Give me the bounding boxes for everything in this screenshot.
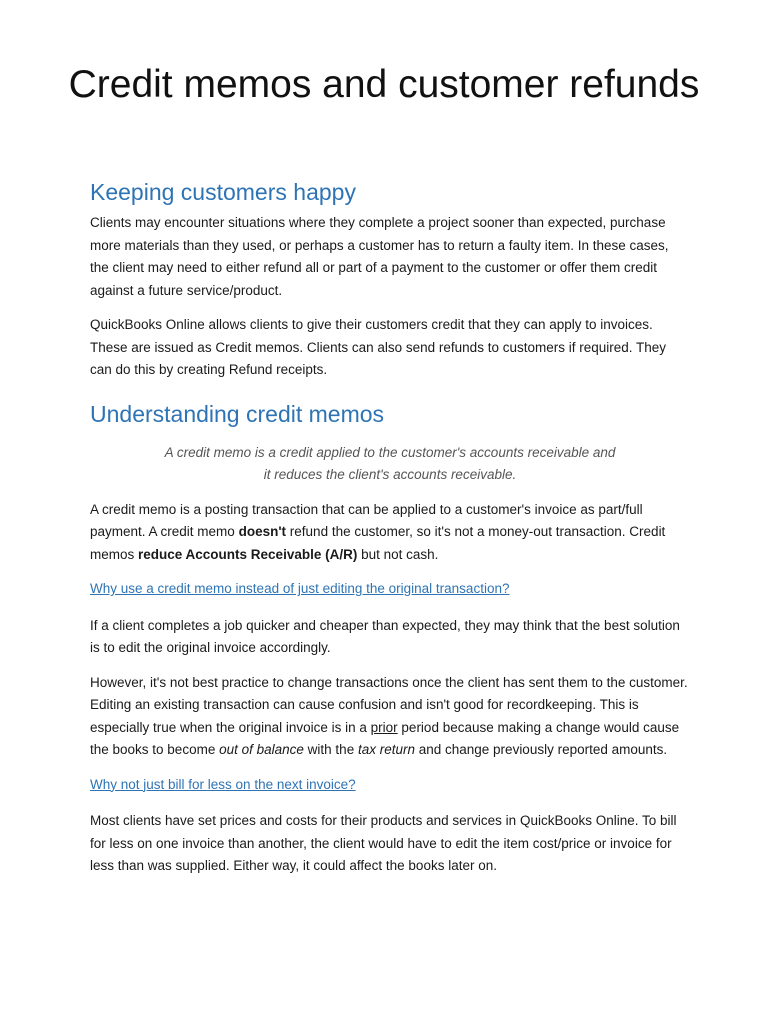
emphasis-doesnt: doesn't [238,524,287,539]
emphasis-reduce-ar: reduce Accounts Receivable (A/R) [138,546,358,562]
section-heading-understanding-credit-memos: Understanding credit memos [90,400,385,427]
text-run: with the [303,742,358,757]
paragraph-quickbooks-credit: QuickBooks Online allows clients to give their customers credit that they can apply to invoices. These are issued as Credit memos. Clients can also send refunds to customers if required. They can do this by creating Refund receipts. [90,317,667,377]
underlined-prior: prior [370,719,398,735]
page-title: Credit memos and customer refunds [68,63,700,106]
paragraph-set-prices: Most clients have set prices and costs for their products and services in QuickBooks Online. To bill for less on one invoice than another, the client would have to edit the item cost/price or invoice for less than was supplied. Either way, it could affect the books later on. [90,813,677,873]
paragraph-edit-original-invoice: If a client completes a job quicker and cheaper than expected, they may think that the best solution is to edit the original invoice accordingly. [90,617,680,655]
document-body [90,176,690,890]
italic-tax-return: tax return [357,742,415,757]
definition-quote: A credit memo is a credit applied to the customer's accounts receivable and it reduces the client's accounts receivable. [164,444,616,482]
section-heading-keeping-customers-happy: Keeping customers happy [90,179,356,205]
text-run: However, it's not best practice to change transactions once the client has sent them to the customer. Editing an existing transaction can cause confusion and isn't good for recordkeeping. This is especially true when the original invoice is in a [90,674,688,735]
italic-out-of-balance: out of balance [219,742,304,757]
text-run: period because making a change would cause the books to become [90,719,680,757]
link-why-use-credit-memo[interactable]: Why use a credit memo instead of just editing the original transaction? [90,581,510,596]
paragraph-situations: Clients may encounter situations where they complete a project sooner than expected, purchase more materials than they used, or perhaps a customer has to return a faulty item. In these cases, the client may need to either refund all or part of a payment to the customer or offer them credit against a future service/product. [90,215,669,298]
paragraph-best-practice [90,672,690,762]
text-run: and change previously reported amounts. [414,742,668,757]
text-run: A credit memo is a posting transaction that can be applied to a customer's invoice as part/full payment. A credit memo [90,501,643,539]
paragraph-credit-memo-definition [90,499,690,567]
text-run: but not cash. [357,546,439,562]
link-why-not-bill-less[interactable]: Why not just bill for less on the next invoice? [90,776,356,792]
text-run: refund the customer, so it's not a money-out transaction. Credit memos [90,524,666,562]
